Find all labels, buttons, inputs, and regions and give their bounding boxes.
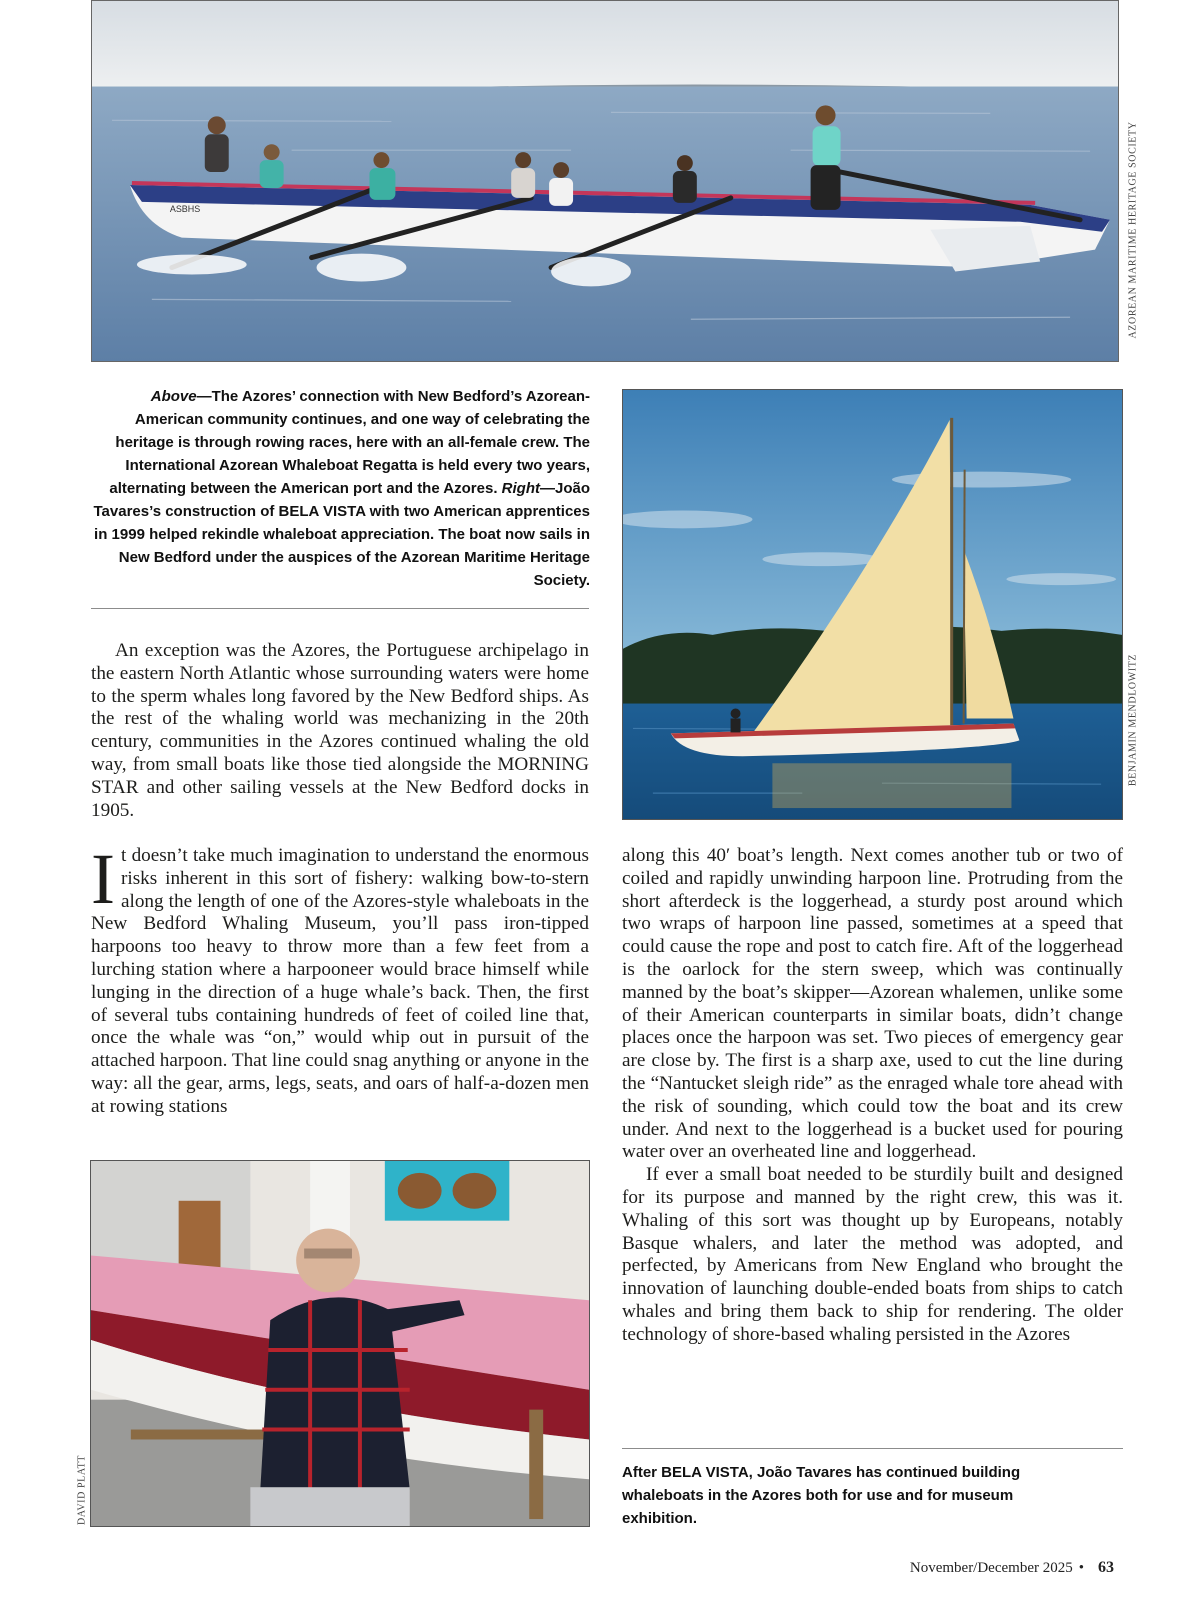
- footer-bullet: •: [1078, 1560, 1084, 1576]
- caption-above-text: —The Azores’ connection with New Bedford’s Azorean-American community continues, and one way of celebrating the heritage is through rowing races, here with an all-female crew. The International Azorean Whaleboat Regatta is held every two years, alternating between the American port and the Azores.: [109, 388, 590, 497]
- page-number: 63: [1098, 1559, 1114, 1576]
- boatbuilder-photo: [90, 1160, 590, 1527]
- drop-cap: I: [91, 839, 115, 919]
- sailboat-bela-vista-photo: [622, 389, 1123, 820]
- photo-credit-top: AZOREAN MARITIME HERITAGE SOCIETY: [1127, 121, 1139, 339]
- issue-date: November/December 2025: [909, 1560, 1073, 1576]
- rowing-whaleboat-photo: [91, 0, 1119, 362]
- article-intro: [91, 640, 589, 822]
- hull-lettering: ASBHS: [169, 203, 201, 214]
- column-2-paragraph-1: along this 40′ boat’s length. Next comes another tub or two of coiled and rapidly unwinding harpoon line. Protruding from the short afterdeck is the loggerhead, a sturdy post around which two wraps of harpoon line passed, sometimes at a speed that could cause the rope and post to catch fire. Aft of the loggerhead is the oarlock for the stern sweep, which was continually manned by the boat’s skipper—Azorean whalemen, unlike some of their American counterparts in similar boats, didn’t change places once the harpoon was set. Two pieces of emergency gear are close by. The first is a sharp axe, used to cut the line during the “Nantucket sleigh ride” as the enraged whale tore ahead with the risk of sounding, which could tow the boat and its crew under. And next to the loggerhead is a bucket used for pouring water over an overheated line and loggerhead.: [622, 845, 1123, 1163]
- column-1-paragraph: t doesn’t take much imagination to understand the enormous risks inherent in this sort of fishery: walking bow-to-stern along the length of one of the Azores-style whaleboats in the New Bedford Whaling Museum, you’ll pass iron-tipped harpoons too heavy to throw more than a few feet from a lurching station where a harpooneer would brace himself while lunging in the direction of a huge whale’s back. Then, the first of several tubs containing hundreds of feet of coiled line that, once the whale was “on,” would whip out in pursuit of the attached harpoon. That line could snag anything or anyone in the way: all the gear, arms, legs, seats, and oars of half-a-dozen men at rowing stations: [91, 845, 589, 1117]
- article-column-1: [91, 839, 589, 1119]
- bottom-caption: After BELA VISTA, João Tavares has continued building whaleboats in the Azores both for use and for museum exhibition.: [622, 1464, 1021, 1527]
- photo-credit-sailboat: BENJAMIN MENDLOWITZ: [1127, 653, 1139, 787]
- caption-above-label: Above: [150, 388, 197, 405]
- page-footer: [910, 1559, 1114, 1577]
- caption-right-text: —João Tavares’s construction of BELA VISTA with two American apprentices in 1999 helped rekindle whaleboat appreciation. The boat now sails in New Bedford under the auspices of the Azorean Maritime Heritage Society.: [93, 480, 590, 589]
- caption-right-label: Right: [501, 480, 540, 497]
- column-2-paragraph-2: If ever a small boat needed to be sturdily built and designed for its purpose and manned by the right crew, this was it. Whaling of this sort was thought up by Europeans, notably Basque whalers, and later the method was adopted, and perfected, by Americans from New England who brought the innovation of launching double-ended boats from ships to catch whales and bring them back to ship for rendering. The older technology of shore-based whaling persisted in the Azores: [622, 1164, 1123, 1345]
- main-caption: [90, 385, 590, 592]
- bottom-caption-divider: [622, 1448, 1123, 1449]
- article-column-2: [622, 845, 1123, 1347]
- intro-paragraph: An exception was the Azores, the Portuguese archipelago in the eastern North Atlantic whose surrounding waters were home to the sperm whales long favored by the New Bedford ships. As the rest of the whaling world was mechanizing in the 20th century, communities in the Azores continued whaling the old way, from small boats like those tied alongside the MORNING STAR and other sailing vessels at the New Bedford docks in 1905.: [91, 640, 589, 821]
- caption-divider: [91, 608, 589, 609]
- photo-credit-builder: DAVID PLATT: [76, 1454, 88, 1526]
